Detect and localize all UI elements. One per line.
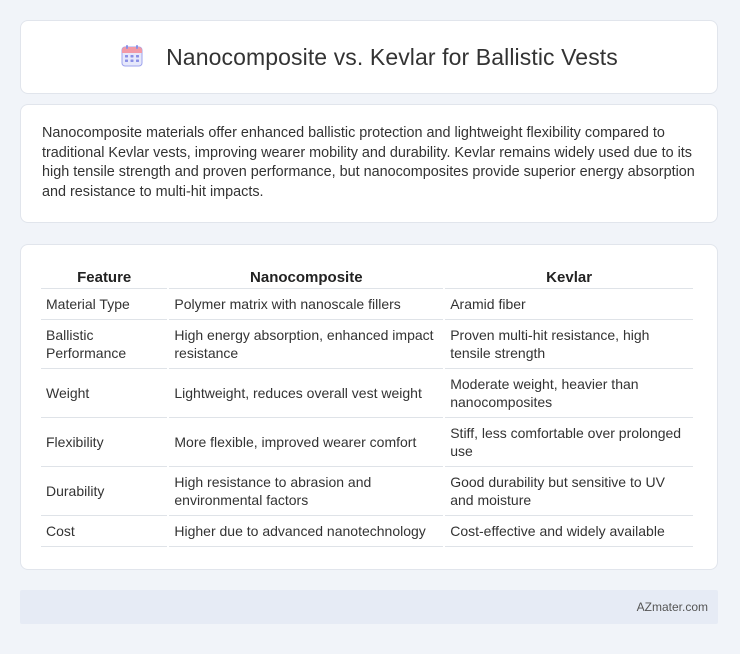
- kevlar-cell: Moderate weight, heavier than nanocomposites: [445, 369, 693, 418]
- intro-card: [20, 104, 718, 223]
- kevlar-cell: Good durability but sensitive to UV and moisture: [445, 467, 693, 516]
- page-title: Nanocomposite vs. Kevlar for Ballistic Vests: [166, 43, 618, 70]
- comparison-table: [39, 265, 695, 547]
- table-row: [41, 516, 693, 547]
- feature-cell: Material Type: [41, 289, 167, 320]
- feature-cell: Flexibility: [41, 418, 167, 467]
- table-row: [41, 289, 693, 320]
- nanocomposite-cell: High energy absorption, enhanced impact resistance: [169, 320, 443, 369]
- header-feature: Feature: [41, 265, 167, 289]
- comparison-card: [20, 244, 718, 570]
- nanocomposite-cell: Higher due to advanced nanotechnology: [169, 516, 443, 547]
- kevlar-cell: Cost-effective and widely available: [445, 516, 693, 547]
- nanocomposite-cell: Lightweight, reduces overall vest weight: [169, 369, 443, 418]
- table-row: [41, 320, 693, 369]
- feature-cell: Ballistic Performance: [41, 320, 167, 369]
- kevlar-cell: Proven multi-hit resistance, high tensile strength: [445, 320, 693, 369]
- table-header-row: [41, 265, 693, 289]
- header-nanocomposite: Nanocomposite: [169, 265, 443, 289]
- nanocomposite-cell: More flexible, improved wearer comfort: [169, 418, 443, 467]
- table-row: [41, 418, 693, 467]
- feature-cell: Weight: [41, 369, 167, 418]
- header-kevlar: Kevlar: [445, 265, 693, 289]
- feature-cell: Durability: [41, 467, 167, 516]
- intro-paragraph: Nanocomposite materials offer enhanced ballistic protection and lightweight flexibility compared to traditional Kevlar vests, improving wearer mobility and durability. Kevlar remains widely used due to its high tensile strength and proven performance, but nanocomposites provide superior energy absorption and resistance to multi-hit impacts.: [42, 125, 695, 200]
- table-row: [41, 467, 693, 516]
- title-card: [20, 20, 718, 94]
- feature-cell: Cost: [41, 516, 167, 547]
- table-row: [41, 369, 693, 418]
- nanocomposite-cell: High resistance to abrasion and environmental factors: [169, 467, 443, 516]
- footer-site-link[interactable]: AZmater.com: [636, 600, 708, 614]
- footer: [20, 590, 718, 624]
- kevlar-cell: Aramid fiber: [445, 289, 693, 320]
- nanocomposite-cell: Polymer matrix with nanoscale fillers: [169, 289, 443, 320]
- calendar-icon: [120, 44, 144, 68]
- kevlar-cell: Stiff, less comfortable over prolonged use: [445, 418, 693, 467]
